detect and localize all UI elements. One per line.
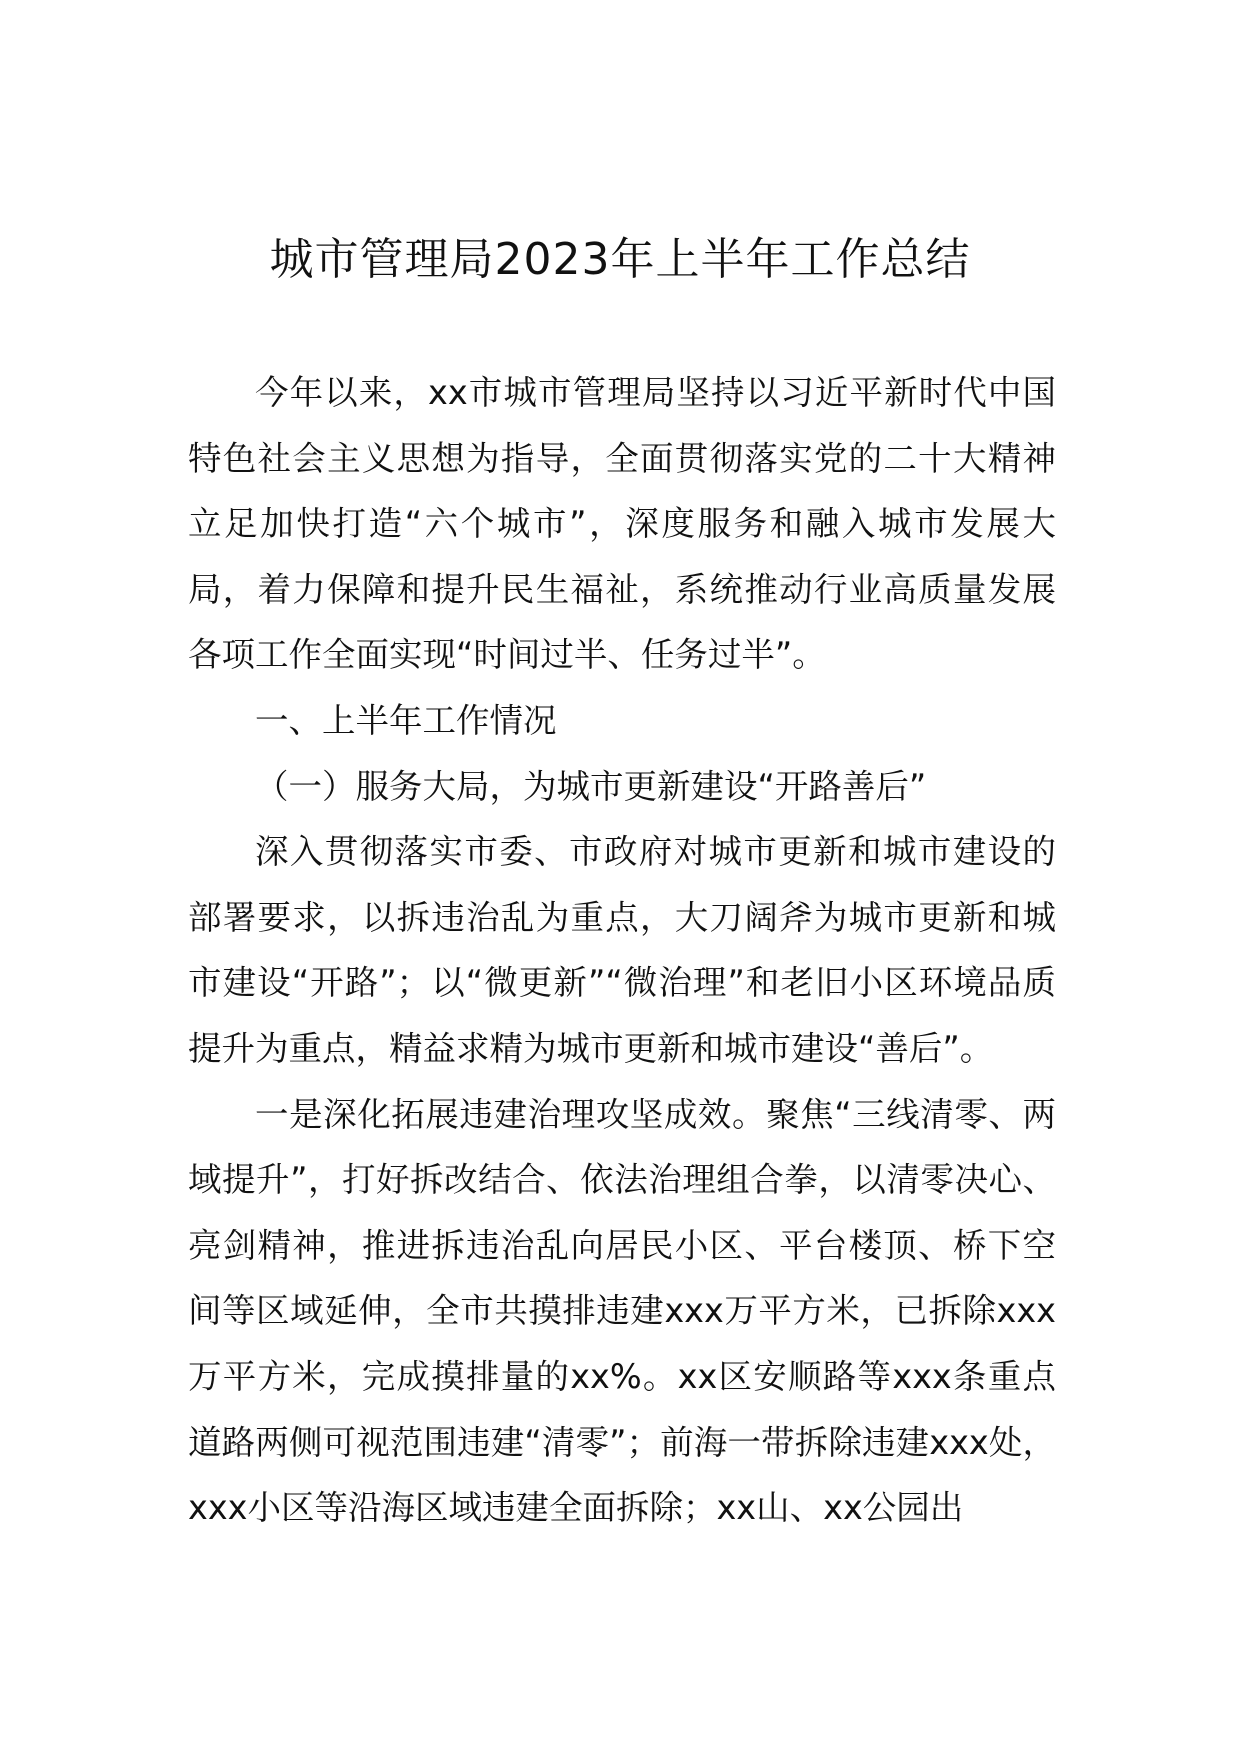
intro-paragraph: 今年以来，xx市城市管理局坚持以习近平新时代中国特色社会主义思想为指导，全面贯彻落实党的二十大精神立足加快打造“六个城市”，深度服务和融入城市发展大局，着力保障和提升民生福祉，系统推动行业高质量发展各项工作全面实现“时间过半、任务过半”。 [188, 373, 1056, 675]
section-heading: 一、上半年工作情况 [255, 700, 557, 740]
body-paragraph: 一是深化拓展违建治理攻坚成效。聚焦“三线清零、两域提升”，打好拆改结合、依法治理组合拳，以清零决心、亮剑精神，推进拆违治乱向居民小区、平台楼顶、桥下空间等区域延伸，全市共摸排违建xxx万平方米，已拆除xxx万平方米，完成摸排量的xx%。xx区安顺路等xxx条重点道路两侧可视范围违建“清零”；前海一带拆除违建xxx处，xxx小区等沿海区域违建全面拆除；xx山、xx公园出 [188, 1094, 1056, 1528]
subsection-heading: （一）服务大局，为城市更新建设“开路善后” [255, 766, 927, 806]
document-body [188, 360, 1056, 1541]
document-title: 城市管理局2023年上半年工作总结 [269, 234, 971, 285]
body-paragraph: 深入贯彻落实市委、市政府对城市更新和城市建设的部署要求，以拆违治乱为重点，大刀阔斧为城市更新和城市建设“开路”；以“微更新”“微治理”和老旧小区环境品质提升为重点，精益求精为城市更新和城市建设“善后”。 [188, 832, 1056, 1068]
